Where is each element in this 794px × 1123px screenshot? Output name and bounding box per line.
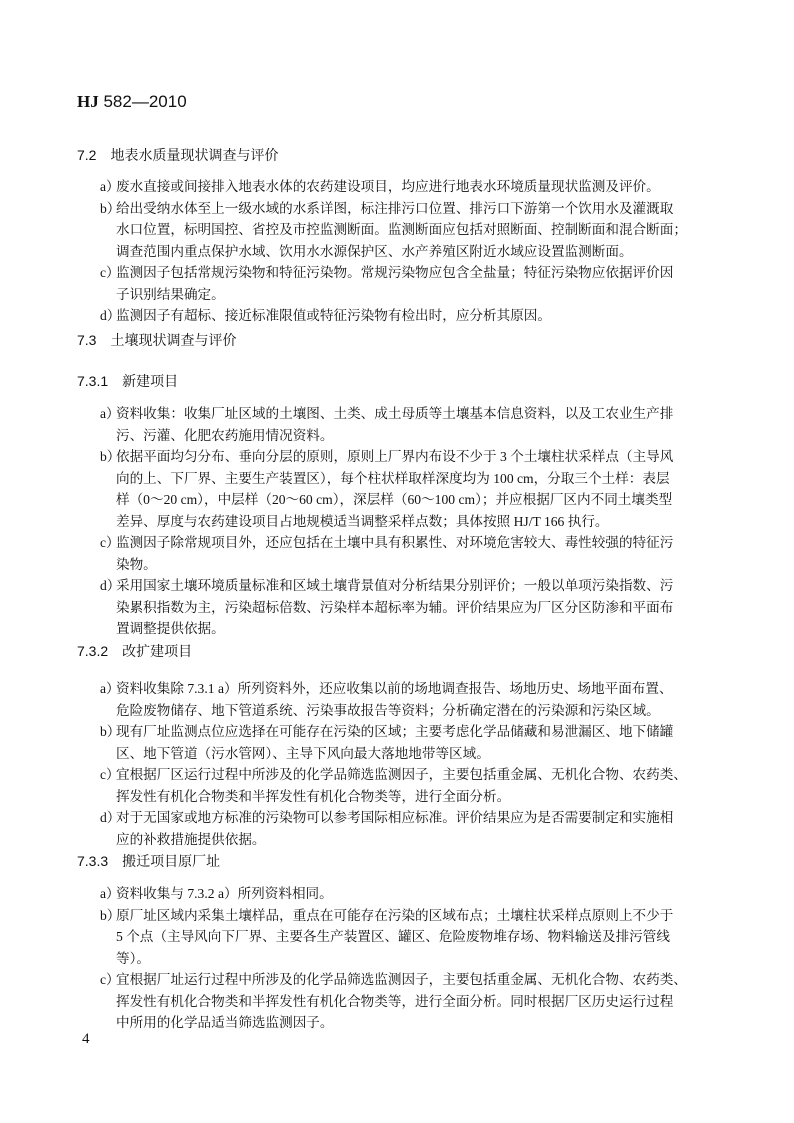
- text-line: 子识别结果确定。: [116, 286, 225, 302]
- item-text: 监测因子包括常规污染物和特征污染物。常规污染物应包含全盐量；特征污染物应依据评价因: [116, 265, 674, 280]
- page-number: 4: [82, 1031, 90, 1047]
- text-line: [100, 446, 715, 468]
- text-line: 区、地下管道（污水管网）、主导下风向最大落地地带等区域。: [116, 745, 490, 761]
- list-item: [100, 176, 715, 198]
- list-item: [100, 969, 715, 1034]
- item-text: 监测因子有超标、接近标准限值或特征污染物有检出时，应分析其原因。: [116, 308, 551, 323]
- item-text: 原厂址区域内采集土壤样品，重点在可能存在污染的区域布点；土壤柱状采样点原则上不少于: [116, 907, 674, 923]
- item-text: 监测因子除常规项目外，还应包括在土壤中具有积累性、对环境危害较大、毒性较强的特征污: [116, 535, 674, 550]
- text-line: 调查范围内重点保护水域、饮用水水源保护区、水产养殖区附近水域应设置监测断面。: [116, 243, 633, 259]
- item-text: 现有厂址监测点位应选择在可能存在污染的区域；主要考虑化学品储藏和易泄漏区、地下储罐: [116, 724, 674, 739]
- text-line: [100, 764, 715, 786]
- list-item: [100, 403, 715, 446]
- section-heading: [77, 641, 192, 661]
- text-line: 水口位置，标明国控、省控及市控监测断面。监测断面应包括对照断面、控制断面和混合断面；: [116, 222, 687, 237]
- text-line: [100, 532, 715, 554]
- section-title: 土壤现状调查与评价: [110, 332, 237, 348]
- text-line: 差异、厚度与农药建设项目占地规模适当调整采样点数；具体按照 HJ/T 166 执行。: [116, 513, 609, 529]
- list-item: [100, 764, 715, 807]
- item-text: 采用国家土壤环境质量标准和区域土壤背景值对分析结果分别评价；一般以单项污染指数、污: [116, 578, 674, 593]
- item-label: d）: [100, 810, 121, 825]
- text-line: 中所用的化学品适当筛选监测因子。: [116, 1015, 334, 1030]
- section-number: 7.3.2: [77, 643, 109, 659]
- text-line: [100, 721, 715, 743]
- item-label: c）: [100, 265, 120, 280]
- text-line: [100, 575, 715, 597]
- list-item: [100, 446, 715, 532]
- text-line: [100, 403, 715, 425]
- item-label: c）: [100, 767, 120, 782]
- list-item: [100, 678, 715, 721]
- section-heading: [77, 371, 178, 391]
- item-text: 废水直接或间接排入地表水体的农药建设项目，均应进行地表水环境质量现状监测及评价。: [116, 179, 660, 194]
- text-line: [100, 176, 715, 198]
- item-label: a）: [100, 406, 120, 421]
- text-line: 应的补救措施提供依据。: [116, 831, 266, 847]
- item-text: 资料收集除 7.3.1 a）所列资料外，还应收集以前的场地调查报告、场地历史、场地平面布置、: [116, 681, 673, 696]
- text-line: [100, 262, 715, 284]
- list-item: [100, 198, 715, 263]
- item-label: d）: [100, 308, 121, 323]
- item-label: b）: [100, 907, 121, 923]
- section-number: 7.3: [77, 332, 97, 348]
- text-line: 样（0～20 cm），中层样（20～60 cm），深层样（60～100 cm）；并应根据厂区内不同土壤类型: [116, 492, 673, 507]
- item-text: 宜根据厂区运行过程中所涉及的化学品筛选监测因子，主要包括重金属、无机化合物、农药类、: [116, 767, 687, 782]
- item-label: a）: [100, 886, 120, 901]
- section-heading: [77, 330, 236, 350]
- standard-prefix: HJ: [77, 92, 99, 111]
- list-item: [100, 575, 715, 640]
- item-text: 对于无国家或地方标准的污染物可以参考国际相应标准。评价结果应为是否需要制定和实施相: [116, 810, 674, 825]
- section-number: 7.3.1: [77, 373, 109, 389]
- section-number: 7.2: [77, 147, 97, 163]
- standard-number: 582—2010: [103, 92, 187, 111]
- item-text: 依据平面均匀分布、垂向分层的原则，原则上厂界内布设不少于 3 个土壤柱状采样点（主导风: [116, 449, 674, 464]
- item-label: a）: [100, 681, 120, 696]
- section-number: 7.3.3: [77, 853, 109, 869]
- section-heading: [77, 145, 278, 165]
- item-list: [100, 403, 715, 640]
- text-line: 污、污灌、化肥农药施用情况资料。: [116, 427, 334, 443]
- item-label: c）: [100, 972, 120, 987]
- list-item: [100, 262, 715, 305]
- text-line: 染累积指数为主，污染超标倍数、污染样本超标率为辅。评价结果应为厂区分区防渗和平面布: [116, 599, 674, 615]
- list-item: [100, 883, 715, 905]
- section-title: 改扩建项目: [122, 643, 193, 659]
- list-item: [100, 305, 715, 327]
- section-heading: [77, 851, 220, 871]
- text-line: 等）。: [116, 950, 150, 966]
- text-line: 染物。: [116, 556, 157, 572]
- text-line: [100, 905, 715, 927]
- text-line: 挥发性有机化合物类和半挥发性有机化合物类等，进行全面分析。: [116, 788, 511, 804]
- list-item: [100, 807, 715, 850]
- text-line: [100, 678, 715, 700]
- text-line: [100, 969, 715, 991]
- text-line: [100, 305, 715, 327]
- text-line: [100, 198, 715, 220]
- text-line: 向的上、下厂界、主要生产装置区），每个柱状样取样深度均为 100 cm，分取三个土样：表层: [116, 470, 670, 486]
- list-item: [100, 532, 715, 575]
- section-title: 地表水质量现状调查与评价: [110, 147, 279, 163]
- item-text: 资料收集与 7.3.2 a）所列资料相同。: [116, 886, 333, 901]
- item-list: [100, 176, 715, 327]
- text-line: [100, 883, 715, 905]
- item-list: [100, 883, 715, 1034]
- item-label: b）: [100, 724, 121, 739]
- text-line: 5 个点（主导风向下厂界、主要各生产装置区、罐区、危险废物堆存场、物料输送及排污管线: [116, 929, 670, 944]
- text-line: 置调整提供依据。: [116, 621, 225, 636]
- item-list: [100, 678, 715, 850]
- text-line: 危险废物储存、地下管道系统、污染事故报告等资料；分析确定潜在的污染源和污染区域。: [116, 702, 660, 718]
- section-title: 搬迁项目原厂址: [122, 853, 221, 869]
- item-label: c）: [100, 535, 120, 550]
- section-title: 新建项目: [122, 373, 179, 389]
- item-label: b）: [100, 200, 121, 216]
- item-label: a）: [100, 179, 120, 194]
- text-line: 挥发性有机化合物类和半挥发性有机化合物类等，进行全面分析。同时根据厂区历史运行过程: [116, 993, 674, 1009]
- item-text: 宜根据厂址运行过程中所涉及的化学品筛选监测因子，主要包括重金属、无机化合物、农药类、: [116, 972, 687, 987]
- item-text: 资料收集：收集厂址区域的土壤图、土类、成土母质等土壤基本信息资料，以及工农业生产排: [116, 406, 674, 421]
- list-item: [100, 905, 715, 970]
- item-label: d）: [100, 578, 121, 593]
- text-line: [100, 807, 715, 829]
- item-text: 给出受纳水体至上一级水域的水系详图，标注排污口位置、排污口下游第一个饮用水及灌溉取: [116, 200, 674, 216]
- list-item: [100, 721, 715, 764]
- item-label: b）: [100, 449, 121, 464]
- document-code: [77, 92, 187, 112]
